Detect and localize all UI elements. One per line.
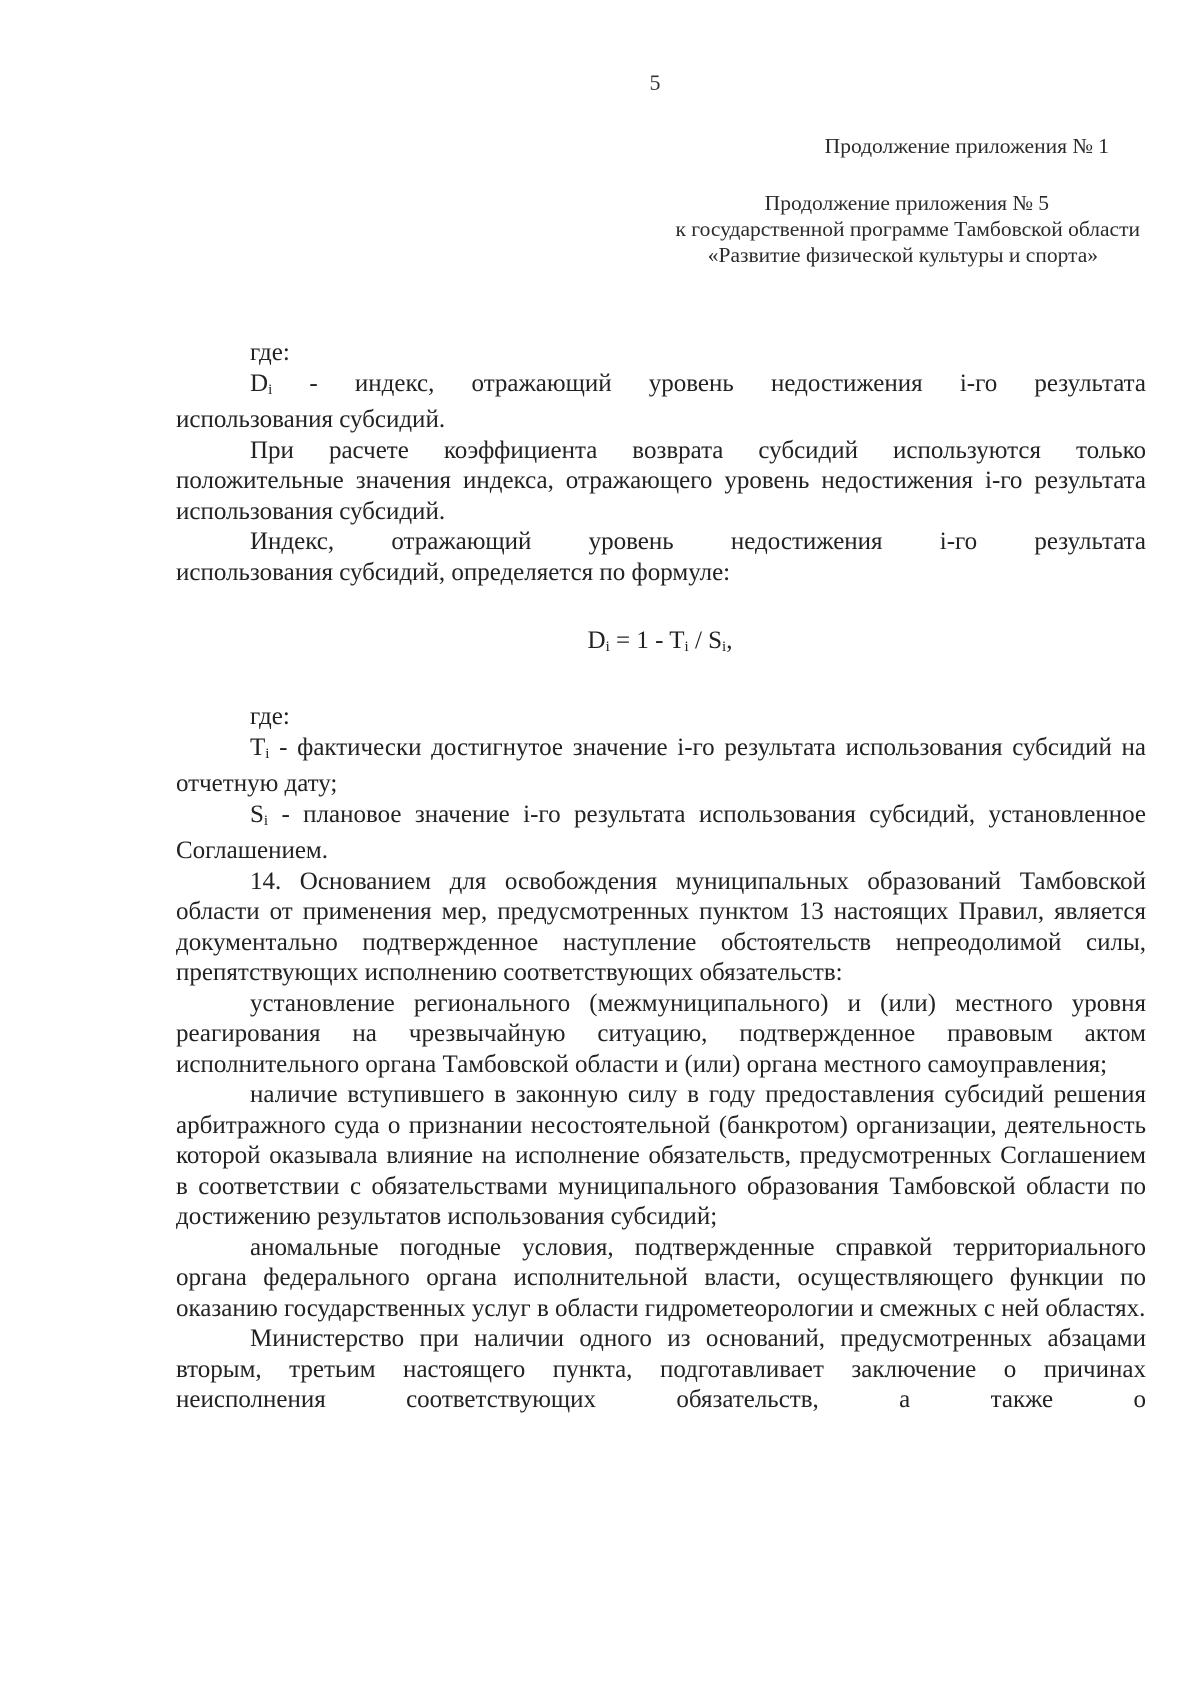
- appendix-continuation-header: Продолжение приложения № 1: [824, 134, 1109, 158]
- paragraph-bankruptcy: наличие вступившего в законную силу в году предоставления субсидий решения арбитражного суда о признании несостоятельной (банкротом) организации, деятельность которой оказывала влияние на исполнение обязательств, предусмотренных Соглашением в соответствии с обязательствами муниципального образования Тамбовской области по достижению результатов использования субсидий;: [176, 1081, 1146, 1230]
- page-number: 5: [649, 70, 661, 95]
- d-definition-cont: использования субсидий.: [176, 406, 446, 433]
- paragraph-emergency: установление регионального (межмуниципального) и (или) местного уровня реагирования на чрезвычайную ситуацию, подтвержденное правовым актом исполнительного органа Тамбовской области и (или) органа местного самоуправления;: [176, 989, 1146, 1078]
- where-label-2: где:: [250, 703, 290, 730]
- coefficient-paragraph: При расчете коэффициента возврата субсидий используются только положительные значения индекса, отражающего уровень недостижения i-го результата использования субсидий.: [176, 436, 1146, 525]
- paragraph-ministry: Министерство при наличии одного из оснований, предусмотренных абзацами вторым, третьим настоящего пункта, подготавливает заключение о причинах неисполнения соответствующих обязательств, а также о: [176, 1325, 1146, 1413]
- where-label-1: где:: [250, 339, 290, 366]
- t-definition: $T_i$ - фактически достигнутое значение i-го результата использования субсидий на отчетную дату;: [176, 733, 1146, 797]
- s-definition: $S_i$ - плановое значение i-го результата использования субсидий, установленное Соглашением.: [176, 800, 1146, 864]
- program-reference: к государственной программе Тамбовской области: [675, 217, 1140, 241]
- index-paragraph: Индекс, отражающий уровень недостижения i-го результата: [250, 528, 1146, 555]
- body-block-1: [176, 338, 1146, 588]
- paragraph-14: 14. Основанием для освобождения муниципальных образований Тамбовской области от применения мер, предусмотренных пунктом 13 настоящих Правил, является документально подтвержденное наступление обстоятельств непреодолимой силы, препятствующих исполнению соответствующих обязательств:: [176, 867, 1146, 986]
- program-name: «Развитие физической культуры и спорта»: [707, 243, 1098, 267]
- appendix-5-title: Продолжение приложения № 5: [764, 191, 1049, 215]
- paragraph-weather: аномальные погодные условия, подтвержденные справкой территориального органа федерального органа исполнительной власти, осуществляющего функции по оказанию государственных услуг в области гидрометеорологии и смежных с ней областях.: [176, 1233, 1146, 1322]
- body-block-2: [176, 702, 1146, 1416]
- index-paragraph-cont: использования субсидий, определяется по формуле:: [176, 558, 731, 586]
- d-definition-line: $D_i$ - индекс, отражающий уровень недостижения i-го результата: [250, 369, 1146, 398]
- formula: $D_i = 1 - T_i / S_i$,: [587, 627, 733, 655]
- appendix-5-header: [675, 190, 1140, 268]
